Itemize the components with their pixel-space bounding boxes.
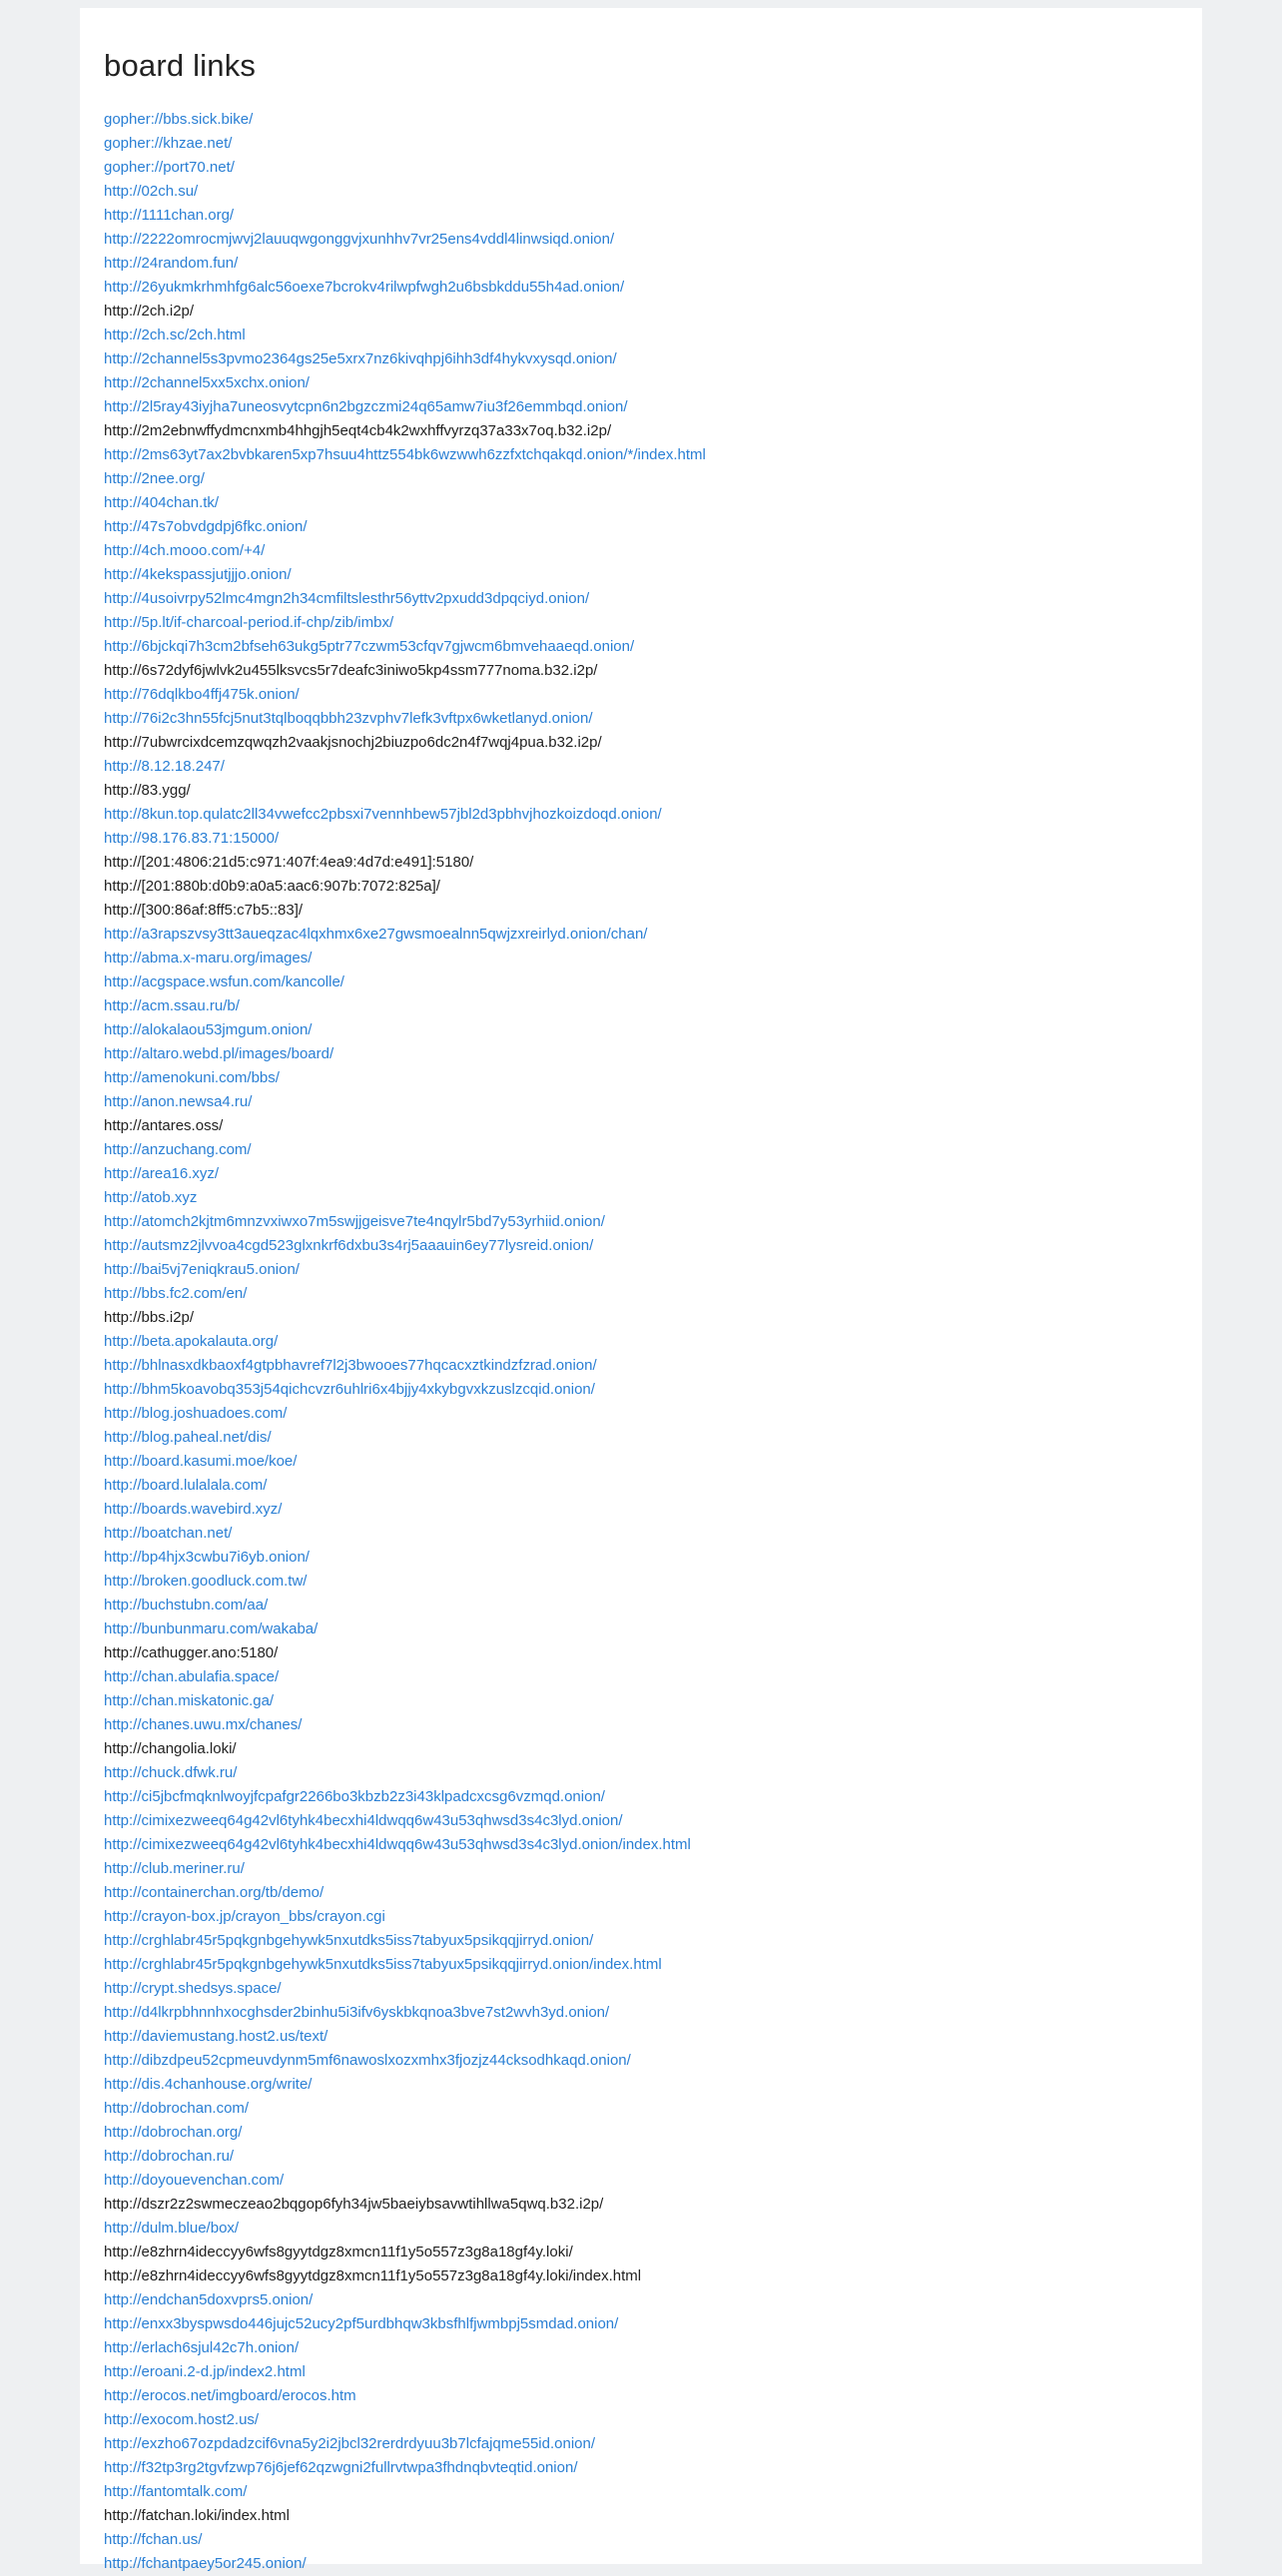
list-item[interactable] [104,1066,1178,1090]
list-item[interactable] [104,347,1178,371]
board-link[interactable]: http://bbs.fc2.com/en/ [104,1285,248,1302]
list-item[interactable] [104,323,1178,347]
list-item[interactable] [104,467,1178,491]
list-item [104,779,1178,803]
list-item [104,1114,1178,1138]
list-item[interactable] [104,1474,1178,1498]
list-item[interactable] [104,1665,1178,1689]
list-item [104,300,1178,323]
board-link[interactable]: http://containerchan.org/tb/demo/ [104,1884,324,1901]
list-item[interactable] [104,2312,1178,2336]
board-link[interactable]: http://buchstubn.com/aa/ [104,1597,269,1613]
board-link[interactable]: http://acgspace.wsfun.com/kancolle/ [104,973,344,990]
board-link[interactable]: http://cimixezweeq64g42vl6tyhk4becxhi4ldwqq6w43u53qhwsd3s4c3lyd.onion/ [104,1812,623,1829]
board-link[interactable]: http://f32tp3rg2tgvfzwp76j6jef62qzwgni2fullrvtwpa3fhdnqbvteqtid.onion/ [104,2459,578,2476]
list-item [104,1737,1178,1761]
list-item[interactable] [104,1881,1178,1905]
list-item [104,1306,1178,1330]
list-item[interactable] [104,1354,1178,1378]
list-item[interactable] [104,204,1178,228]
board-link[interactable]: http://dis.4chanhouse.org/write/ [104,2076,313,2093]
board-link[interactable]: http://erlach6sjul42c7h.onion/ [104,2339,300,2356]
board-link[interactable]: http://bp4hjx3cwbu7i6yb.onion/ [104,1549,310,1566]
list-item[interactable] [104,132,1178,156]
list-item[interactable] [104,1498,1178,1522]
board-link[interactable]: http://dibzdpeu52cpmeuvdynm5mf6nawoslxozxmhx3fjozjz44cksodhkaqd.onion/ [104,2052,631,2069]
list-item [104,875,1178,899]
list-item[interactable] [104,1090,1178,1114]
board-address-text: http://cathugger.ano:5180/ [104,1644,279,1661]
board-link[interactable]: http://2channel5xx5xchx.onion/ [104,374,310,391]
list-item[interactable] [104,1953,1178,1977]
board-link[interactable]: http://chan.abulafia.space/ [104,1668,280,1685]
board-link[interactable]: http://2channel5s3pvmo2364gs25e5xrx7nz6kivqhpj6ihh3df4hykvxysqd.onion/ [104,350,617,367]
board-link[interactable]: http://bunbunmaru.com/wakaba/ [104,1620,319,1637]
list-item[interactable] [104,1138,1178,1162]
list-item[interactable] [104,2288,1178,2312]
board-link[interactable]: http://2nee.org/ [104,470,205,487]
board-link[interactable]: http://dulm.blue/box/ [104,2220,240,2237]
board-link[interactable]: http://crayon-box.jp/crayon_bbs/crayon.cgi [104,1908,385,1925]
list-item [104,2264,1178,2288]
list-item[interactable] [104,707,1178,731]
list-item[interactable] [104,2384,1178,2408]
list-item [104,2504,1178,2528]
board-link[interactable]: http://bai5vj7eniqkrau5.onion/ [104,1261,300,1278]
list-item[interactable] [104,683,1178,707]
list-item[interactable] [104,2480,1178,2504]
list-item[interactable] [104,1617,1178,1641]
list-item [104,2241,1178,2264]
board-link[interactable]: http://area16.xyz/ [104,1165,220,1182]
board-address-text: http://e8zhrn4ideccyy6wfs8gyytdgz8xmcn11f1y5o557z3g8a18gf4y.loki/index.html [104,2267,642,2284]
board-link[interactable]: http://8.12.18.247/ [104,758,225,775]
board-link[interactable]: http://2ch.sc/2ch.html [104,326,246,343]
list-item [104,659,1178,683]
board-link[interactable]: http://boatchan.net/ [104,1525,233,1542]
board-link[interactable]: http://fantomtalk.com/ [104,2483,248,2500]
board-address-text: http://e8zhrn4ideccyy6wfs8gyytdgz8xmcn11f1y5o557z3g8a18gf4y.loki/ [104,2244,573,2260]
list-item[interactable] [104,108,1178,132]
list-item[interactable] [104,2432,1178,2456]
list-item[interactable] [104,539,1178,563]
board-link[interactable]: http://cimixezweeq64g42vl6tyhk4becxhi4ldwqq6w43u53qhwsd3s4c3lyd.onion/index.html [104,1836,691,1853]
list-item[interactable] [104,2001,1178,2025]
content-card [80,8,1202,2572]
board-link[interactable]: http://atob.xyz [104,1189,198,1206]
board-link[interactable]: http://board.kasumi.moe/koe/ [104,1453,298,1470]
board-link[interactable]: http://6bjckqi7h3cm2bfseh63ukg5ptr77czwm53cfqv7gjwcm6bmvehaaeqd.onion/ [104,638,635,655]
board-link[interactable]: http://altaro.webd.pl/images/board/ [104,1045,334,1062]
list-item[interactable] [104,1905,1178,1929]
list-item[interactable] [104,1761,1178,1785]
board-address-text: http://dszr2z2swmeczeao2bqgop6fyh34jw5baeiybsavwtihllwa5qwq.b32.i2p/ [104,2196,604,2213]
board-address-text: http://6s72dyf6jwlvk2u455lksvcs5r7deafc3iniwo5kp4ssm777noma.b32.i2p/ [104,662,598,679]
list-item[interactable] [104,2097,1178,2121]
list-item [104,2193,1178,2217]
board-link[interactable]: http://alokalaou53jmgum.onion/ [104,1021,313,1038]
list-item[interactable] [104,2408,1178,2432]
list-item[interactable] [104,252,1178,276]
board-link[interactable]: http://02ch.su/ [104,183,199,200]
board-address-text: http://2ch.i2p/ [104,303,195,320]
list-item[interactable] [104,2552,1178,2576]
list-item [104,851,1178,875]
board-link[interactable]: http://bhlnasxdkbaoxf4gtpbhavref7l2j3bwooes77hqcacxztkindzfzrad.onion/ [104,1357,597,1374]
board-link[interactable]: http://98.176.83.71:15000/ [104,830,280,847]
board-link[interactable]: http://2222omrocmjwvj2lauuqwgonggvjxunhhv7vr25ens4vddl4linwsiqd.onion/ [104,231,615,248]
list-item [104,1641,1178,1665]
list-item[interactable] [104,827,1178,851]
list-item[interactable] [104,1809,1178,1833]
board-address-text: http://[201:4806:21d5:c971:407f:4ea9:4d7d:e491]:5180/ [104,854,474,871]
board-link[interactable]: http://exocom.host2.us/ [104,2411,260,2428]
board-address-text: http://fatchan.loki/index.html [104,2507,290,2524]
board-link[interactable]: http://dobrochan.ru/ [104,2148,235,2165]
board-link[interactable]: gopher://port70.net/ [104,159,235,176]
list-item[interactable] [104,2145,1178,2169]
list-item[interactable] [104,970,1178,994]
list-item[interactable] [104,755,1178,779]
board-link[interactable]: http://board.lulalala.com/ [104,1477,268,1494]
board-link[interactable]: http://beta.apokalauta.org/ [104,1333,279,1350]
list-item[interactable] [104,947,1178,970]
board-link[interactable]: http://a3rapszvsy3tt3aueqzac4lqxhmx6xe27gwsmoealnn5qwjzxreirlyd.onion/chan/ [104,926,648,943]
board-link[interactable]: http://24random.fun/ [104,255,239,272]
list-item[interactable] [104,994,1178,1018]
board-address-text: http://2m2ebnwffydmcnxmb4hhgjh5eqt4cb4k2wxhffvyrzq37a33x7oq.b32.i2p/ [104,422,612,439]
board-address-text: http://[300:86af:8ff5:c7b5::83]/ [104,902,304,919]
list-item[interactable] [104,1833,1178,1857]
board-link[interactable]: http://doyouevenchan.com/ [104,2172,285,2189]
board-link[interactable]: http://bhm5koavobq353j54qichcvzr6uhlri6x4bjjy4xkybgvxkzuslzcqid.onion/ [104,1381,595,1398]
list-item[interactable] [104,1402,1178,1426]
board-address-text: http://[201:880b:d0b9:a0a5:aac6:907b:7072:825a]/ [104,878,440,895]
list-item[interactable] [104,1713,1178,1737]
board-link[interactable]: http://5p.lt/if-charcoal-period.if-chp/zib/imbx/ [104,614,394,631]
board-link[interactable]: http://chan.miskatonic.ga/ [104,1692,275,1709]
list-item[interactable] [104,443,1178,467]
board-link[interactable]: http://exzho67ozpdadzcif6vna5y2i2jbcl32rerdrdyuu3b7lcfajqme55id.onion/ [104,2435,595,2452]
board-link[interactable]: http://d4lkrpbhnnhxocghsder2binhu5i3ifv6yskbkqnoa3bve7st2wvh3yd.onion/ [104,2004,610,2021]
list-item[interactable] [104,2336,1178,2360]
board-link[interactable]: http://crghlabr45r5pqkgnbgehywk5nxutdks5iss7tabyux5psikqqjirryd.onion/ [104,1932,594,1949]
list-item[interactable] [104,1594,1178,1617]
list-item[interactable] [104,2121,1178,2145]
board-link[interactable]: http://chuck.dfwk.ru/ [104,1764,238,1781]
board-link[interactable]: http://enxx3byspwsdo446jujc52ucy2pf5urdbhqw3kbsfhlfjwmbpj5smdad.onion/ [104,2315,619,2332]
list-item[interactable] [104,2073,1178,2097]
list-item[interactable] [104,1378,1178,1402]
list-item[interactable] [104,2025,1178,2049]
link-list [104,108,1178,2576]
board-link[interactable]: http://boards.wavebird.xyz/ [104,1501,283,1518]
list-item[interactable] [104,228,1178,252]
board-link[interactable]: http://4kekspassjutjjjo.onion/ [104,566,292,583]
board-link[interactable]: http://47s7obvdgdpj6fkc.onion/ [104,518,308,535]
board-link[interactable]: gopher://khzae.net/ [104,135,233,152]
board-link[interactable]: http://crypt.shedsys.space/ [104,1980,282,1997]
list-item[interactable] [104,1857,1178,1881]
board-link[interactable]: http://8kun.top.qulatc2ll34vwefcc2pbsxi7vennhbew57jbl2d3pbhvjhozkoizdoqd.onion/ [104,806,662,823]
board-link[interactable]: http://1111chan.org/ [104,207,235,224]
board-link[interactable]: gopher://bbs.sick.bike/ [104,111,254,128]
board-link[interactable]: http://dobrochan.com/ [104,2100,250,2117]
board-link[interactable]: http://76dqlkbo4ffj475k.onion/ [104,686,300,703]
board-link[interactable]: http://404chan.tk/ [104,494,220,511]
board-link[interactable]: http://fchan.us/ [104,2531,203,2548]
list-item[interactable] [104,2456,1178,2480]
list-item[interactable] [104,1234,1178,1258]
board-link[interactable]: http://acm.ssau.ru/b/ [104,997,240,1014]
board-address-text: http://changolia.loki/ [104,1740,237,1757]
board-link[interactable]: http://broken.goodluck.com.tw/ [104,1573,308,1590]
list-item[interactable] [104,923,1178,947]
board-link[interactable]: http://fchantpaey5or245.onion/ [104,2555,307,2572]
list-item[interactable] [104,395,1178,419]
board-link[interactable]: http://4ch.mooo.com/+4/ [104,542,266,559]
list-item[interactable] [104,1210,1178,1234]
board-link[interactable]: http://club.meriner.ru/ [104,1860,245,1877]
board-address-text: http://83.ygg/ [104,782,191,799]
board-link[interactable]: http://anon.newsa4.ru/ [104,1093,253,1110]
board-link[interactable]: http://blog.joshuadoes.com/ [104,1405,288,1422]
board-link[interactable]: http://abma.x-maru.org/images/ [104,950,313,966]
board-link[interactable]: http://anzuchang.com/ [104,1141,252,1158]
list-item[interactable] [104,2049,1178,2073]
board-address-text: http://bbs.i2p/ [104,1309,195,1326]
list-item[interactable] [104,156,1178,180]
list-item[interactable] [104,2217,1178,2241]
list-item[interactable] [104,611,1178,635]
board-link[interactable]: http://erocos.net/imgboard/erocos.htm [104,2387,356,2404]
list-item [104,899,1178,923]
list-item[interactable] [104,371,1178,395]
board-link[interactable]: http://blog.paheal.net/dis/ [104,1429,272,1446]
board-link[interactable]: http://2l5ray43iyjha7uneosvytcpn6n2bgzczmi24q65amw7iu3f26emmbqd.onion/ [104,398,628,415]
list-item[interactable] [104,1258,1178,1282]
list-item[interactable] [104,563,1178,587]
board-link[interactable]: http://2ms63yt7ax2bvbkaren5xp7hsuu4httz554bk6wzwwh6zzfxtchqakqd.onion/*/index.html [104,446,706,463]
list-item[interactable] [104,1977,1178,2001]
list-item[interactable] [104,1426,1178,1450]
list-item[interactable] [104,803,1178,827]
list-item[interactable] [104,1570,1178,1594]
list-item[interactable] [104,1450,1178,1474]
board-link[interactable]: http://crghlabr45r5pqkgnbgehywk5nxutdks5iss7tabyux5psikqqjirryd.onion/index.html [104,1956,662,1973]
list-item[interactable] [104,1522,1178,1546]
board-address-text: http://7ubwrcixdcemzqwqzh2vaakjsnochj2biuzpo6dc2n4f7wqj4pua.b32.i2p/ [104,734,602,751]
board-link[interactable]: http://autsmz2jlvvoa4cgd523glxnkrf6dxbu3s4rj5aaauin6ey77lysreid.onion/ [104,1237,594,1254]
board-link[interactable]: http://endchan5doxvprs5.onion/ [104,2291,314,2308]
list-item[interactable] [104,1785,1178,1809]
list-item[interactable] [104,1330,1178,1354]
list-item[interactable] [104,276,1178,300]
list-item[interactable] [104,180,1178,204]
list-item[interactable] [104,515,1178,539]
board-link[interactable]: http://atomch2kjtm6mnzvxiwxo7m5swjjgeisve7te4nqylr5bd7y53yrhiid.onion/ [104,1213,605,1230]
board-address-text: http://antares.oss/ [104,1117,224,1134]
list-item[interactable] [104,491,1178,515]
list-item[interactable] [104,1042,1178,1066]
list-item[interactable] [104,2528,1178,2552]
list-item[interactable] [104,635,1178,659]
list-item [104,731,1178,755]
list-item[interactable] [104,1546,1178,1570]
board-link[interactable]: http://4usoivrpy52lmc4mgn2h34cmfiltslesthr56yttv2pxudd3dpqciyd.onion/ [104,590,590,607]
list-item[interactable] [104,1929,1178,1953]
list-item[interactable] [104,1018,1178,1042]
page-title: board links [104,48,257,83]
board-link[interactable]: http://dobrochan.org/ [104,2124,243,2141]
list-item[interactable] [104,1162,1178,1186]
list-item[interactable] [104,1282,1178,1306]
list-item[interactable] [104,2169,1178,2193]
board-link[interactable]: http://76i2c3hn55fcj5nut3tqlboqqbbh23zvphv7lefk3vftpx6wketlanyd.onion/ [104,710,593,727]
board-link[interactable]: http://eroani.2-d.jp/index2.html [104,2363,306,2380]
board-link[interactable]: http://chanes.uwu.mx/chanes/ [104,1716,303,1733]
list-item [104,419,1178,443]
list-item[interactable] [104,1689,1178,1713]
board-link[interactable]: http://ci5jbcfmqknlwoyjfcpafgr2266bo3kbzb2z3i43klpadcxcsg6vzmqd.onion/ [104,1788,605,1805]
list-item[interactable] [104,2360,1178,2384]
list-item[interactable] [104,1186,1178,1210]
board-link[interactable]: http://daviemustang.host2.us/text/ [104,2028,328,2045]
list-item[interactable] [104,587,1178,611]
board-link[interactable]: http://amenokuni.com/bbs/ [104,1069,280,1086]
board-link[interactable]: http://26yukmkrhmhfg6alc56oexe7bcrokv4rilwpfwgh2u6bsbkddu55h4ad.onion/ [104,279,625,296]
